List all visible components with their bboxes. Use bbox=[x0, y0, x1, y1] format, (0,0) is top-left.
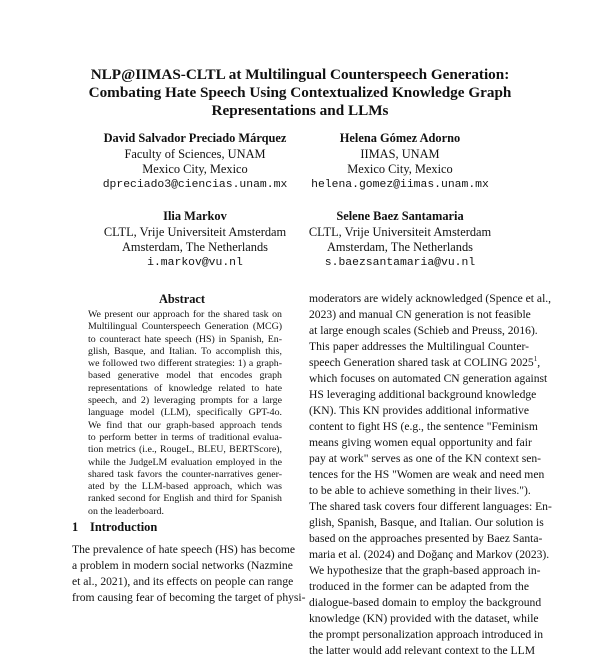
body-line: The prevalence of hate speech (HS) has become bbox=[72, 543, 296, 556]
body-line: based on the approaches presented by Baez Santa- bbox=[309, 532, 543, 545]
body-line: speech Generation shared task at COLING 2025$^1$, bbox=[309, 355, 541, 369]
body-line: We hypothesize that the graph-based approach in- bbox=[309, 564, 541, 577]
section-title: Introduction bbox=[90, 520, 158, 534]
abstract-line: Multilingual Counterspeech Generation (MCG) bbox=[88, 321, 282, 333]
abstract-line: tion metrics (i.e., RougeL, BLEU, BERTScore), bbox=[88, 444, 282, 456]
paper-title bbox=[60, 66, 540, 120]
author-location: Mexico City, Mexico bbox=[142, 162, 248, 176]
body-line: the prompt personalization approach introduced in bbox=[309, 628, 544, 641]
abstract-line: speech, and 2) leveraging prompts for a large bbox=[88, 395, 282, 407]
body-line: knowledge (KN) provided with the dataset, while bbox=[309, 612, 539, 625]
abstract-body bbox=[88, 309, 282, 518]
body-line: (KN). This KN provides additional informative bbox=[309, 404, 529, 417]
title-line: Representations and LLMs bbox=[211, 102, 389, 119]
body-line: The shared task covers four different languages: En- bbox=[309, 500, 552, 513]
body-line: to be able to achieve something in their lives."). bbox=[309, 484, 531, 497]
author-block bbox=[290, 209, 510, 271]
abstract-line: ranked second for English and third for Spanish bbox=[88, 493, 282, 505]
body-line: 2023) and manual CN generation is not feasible bbox=[309, 308, 531, 321]
abstract-line: based generative model that encodes graph bbox=[88, 370, 282, 382]
author-name: Helena Gómez Adorno bbox=[339, 131, 461, 145]
author-block bbox=[70, 131, 320, 193]
abstract-line: to perform better in terms of traditional evalua- bbox=[88, 431, 282, 443]
author-email: dpreciado3@ciencias.unam.mx bbox=[102, 178, 288, 191]
author-email: i.markov@vu.nl bbox=[147, 256, 243, 269]
abstract-line: We present our approach for the shared task on bbox=[88, 309, 282, 320]
author-location: Amsterdam, The Netherlands bbox=[326, 240, 473, 254]
body-line: content to fight HS (e.g., the sentence "Feminism bbox=[309, 420, 538, 433]
abstract-line: ated by the LLM-based approach, which was bbox=[88, 481, 282, 493]
author-location: Amsterdam, The Netherlands bbox=[121, 240, 268, 254]
author-affiliation: CLTL, Vrije Universiteit Amsterdam bbox=[308, 224, 492, 239]
abstract-line: to counteract hate speech (HS) in Spanish, En- bbox=[88, 333, 282, 345]
body-line: tences for the HS "Women are weak and need men bbox=[309, 468, 545, 481]
body-line: moderators are widely acknowledged (Spence et al., bbox=[309, 292, 552, 305]
body-line: dialogue-based domain to employ the background bbox=[309, 596, 542, 609]
body-line: a problem in modern social networks (Nazmine bbox=[72, 559, 293, 572]
body-line: means giving women equal opportunity and fair bbox=[309, 436, 532, 449]
author-affiliation: Faculty of Sciences, UNAM bbox=[124, 146, 266, 161]
author-name: Selene Baez Santamaria bbox=[336, 209, 464, 223]
abstract-line: language model (LLM), specifically GPT-4o. bbox=[88, 407, 282, 419]
abstract-line: shared task favors the counter-narratives gener- bbox=[88, 468, 282, 480]
body-line: at large enough scales (Schieb and Preuss, 2016). bbox=[309, 324, 538, 337]
introduction-body bbox=[72, 542, 306, 606]
body-line: HS leveraging additional background knowledge bbox=[309, 388, 537, 401]
abstract-line: while the JudgeLM evaluation employed in the bbox=[88, 456, 282, 468]
right-column-body bbox=[309, 291, 552, 659]
abstract-heading: Abstract bbox=[158, 292, 206, 306]
author-name: David Salvador Preciado Márquez bbox=[103, 131, 287, 145]
body-line: from causing fear of becoming the target of physi- bbox=[72, 591, 306, 604]
abstract-line: glish, Basque, and Italian. To accomplish this, bbox=[88, 345, 282, 357]
body-line: et al., 2021), and its effects on people can range bbox=[72, 575, 294, 588]
section-number: 1 bbox=[72, 520, 79, 534]
abstract-line: representations of knowledge related to hate bbox=[88, 382, 282, 394]
author-affiliation: CLTL, Vrije Universiteit Amsterdam bbox=[103, 224, 287, 239]
author-location: Mexico City, Mexico bbox=[347, 162, 453, 176]
author-email: helena.gomez@iimas.unam.mx bbox=[311, 178, 489, 191]
author-name: Ilia Markov bbox=[163, 209, 227, 223]
body-line: This paper addresses the Multilingual Counter- bbox=[309, 340, 529, 353]
abstract-line: We find that our graph-based approach tends bbox=[88, 419, 282, 431]
footnote-mark[interactable]: 1 bbox=[533, 355, 538, 364]
body-text: speech Generation shared task at COLING 2025 bbox=[309, 356, 534, 369]
abstract-line: we followed two different strategies: 1) a graph- bbox=[88, 358, 282, 370]
author-block bbox=[290, 131, 510, 193]
title-line: Combating Hate Speech Using Contextualized Knowledge Graph bbox=[88, 84, 512, 101]
body-line: the latter would add relevant context to the LLM bbox=[309, 644, 536, 657]
author-affiliation: IIMAS, UNAM bbox=[360, 146, 440, 161]
section-heading-introduction bbox=[72, 520, 157, 535]
author-email: s.baezsantamaria@vu.nl bbox=[324, 256, 476, 269]
body-line: pay at work" serves as one of the KN context sen- bbox=[309, 452, 542, 465]
title-line: NLP@IIMAS-CLTL at Multilingual Counterspeech Generation: bbox=[90, 66, 510, 83]
body-line: troduced in the former can be adapted from the bbox=[309, 580, 529, 593]
abstract-line: on the leaderboard. bbox=[88, 505, 164, 517]
author-block bbox=[70, 209, 320, 271]
body-line: maria et al. (2024) and Doğanç and Markov (2023). bbox=[309, 548, 550, 561]
body-line: glish, Spanish, Basque, and Italian. Our solution is bbox=[309, 516, 544, 529]
body-line: which focuses on automated CN generation against bbox=[309, 372, 548, 385]
